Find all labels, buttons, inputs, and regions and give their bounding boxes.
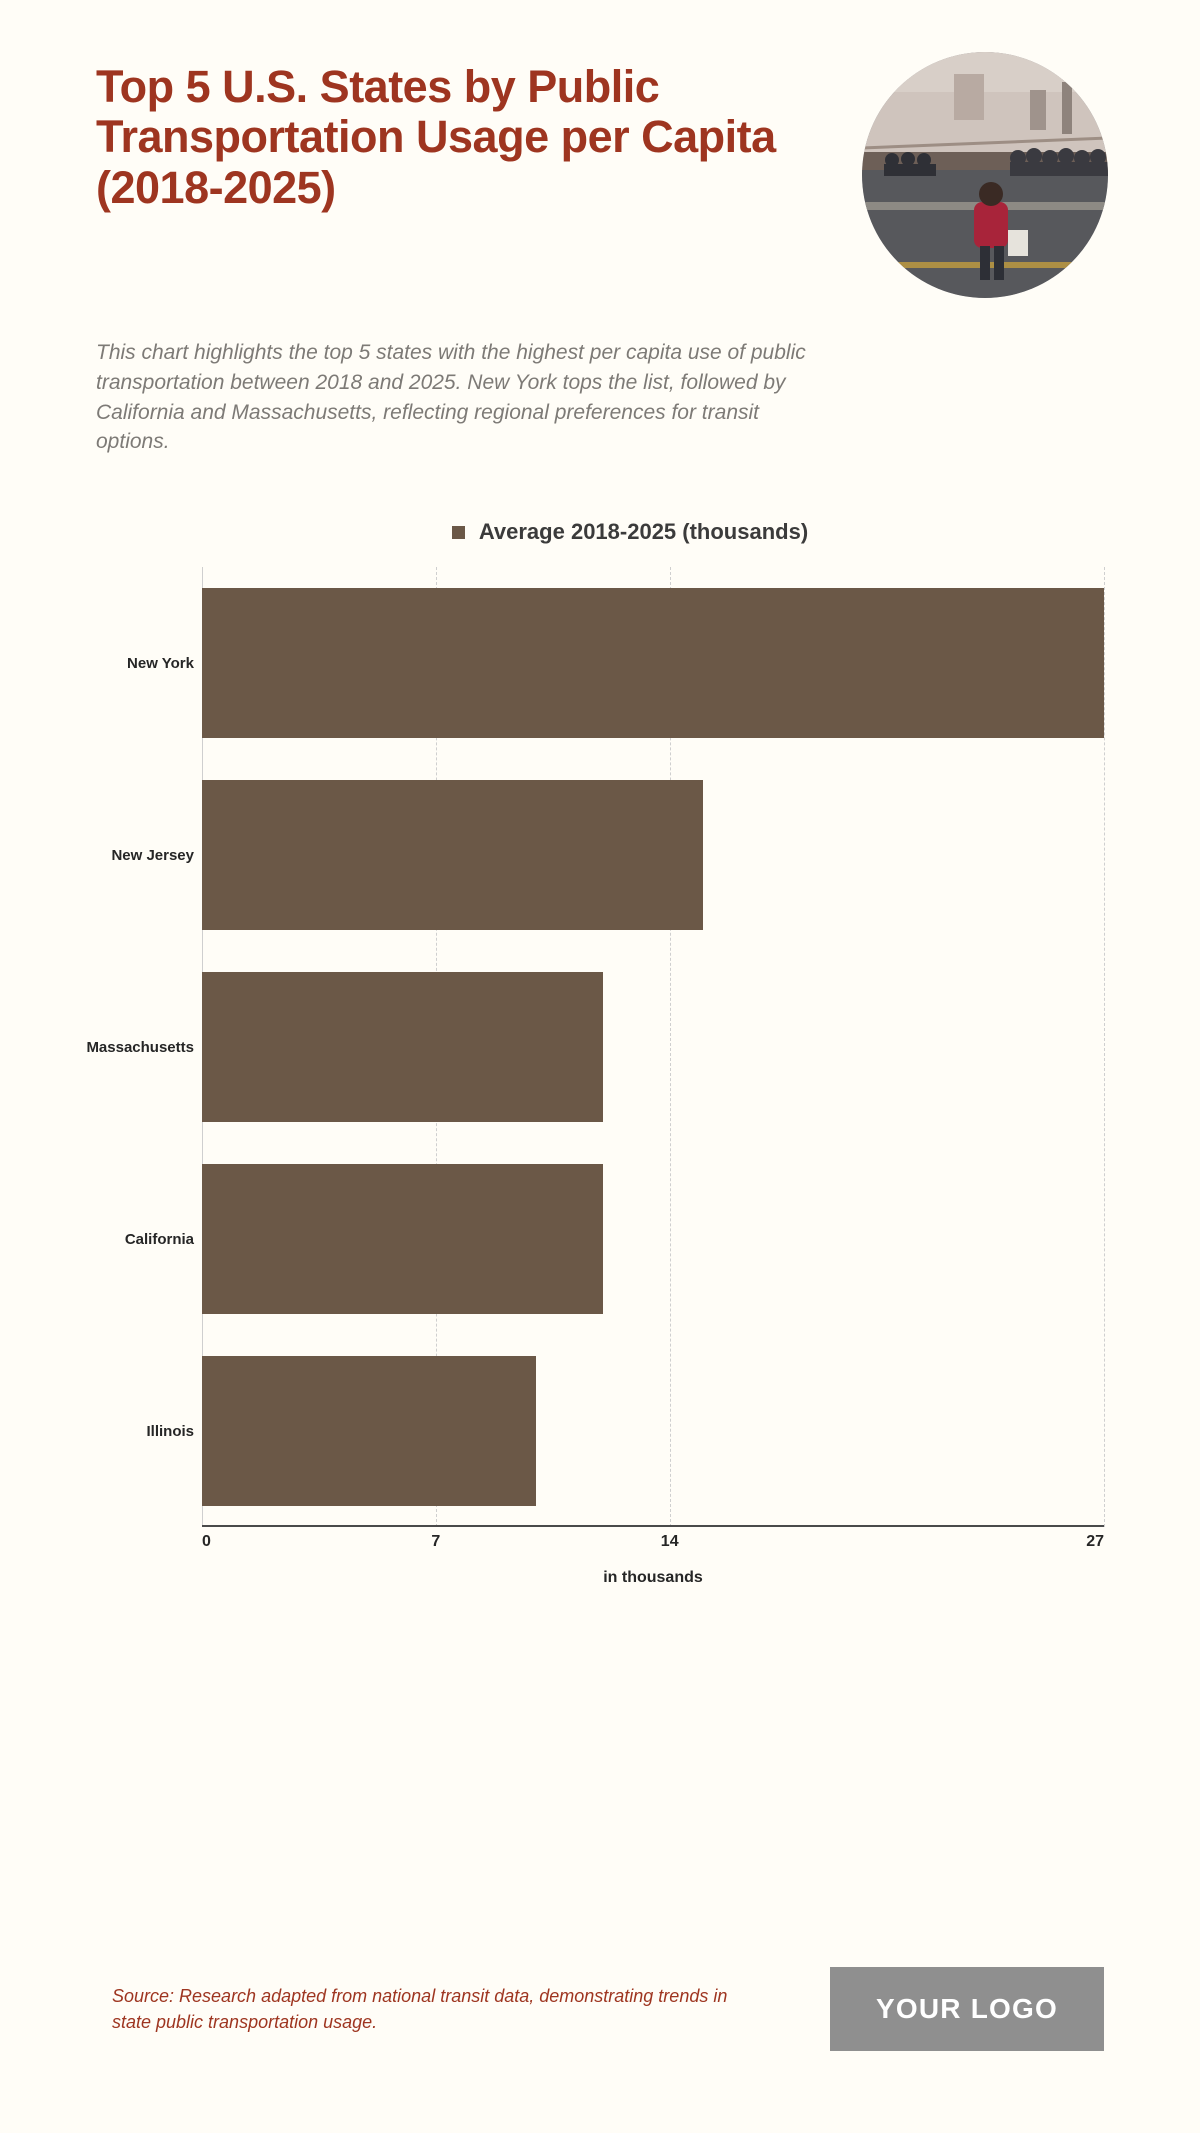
chart-legend	[0, 519, 1200, 545]
category-label: New Jersey	[111, 846, 194, 864]
x-axis-ticks	[202, 1533, 1104, 1555]
bar[interactable]	[202, 1356, 536, 1506]
transit-stop-photo-illustration	[862, 52, 1108, 298]
bar[interactable]	[202, 780, 703, 930]
chart-plot-area	[86, 567, 1104, 1527]
footer	[96, 1967, 1104, 2051]
chart-row	[86, 951, 1104, 1143]
x-axis-label: in thousands	[603, 1569, 703, 1587]
x-tick-label: 14	[660, 1533, 679, 1551]
chart-row	[124, 1143, 1104, 1335]
bar[interactable]	[202, 588, 1104, 738]
chart-bars	[86, 567, 1104, 1527]
x-tick-label: 27	[1086, 1533, 1104, 1551]
page-title: Top 5 U.S. States by Public Transportation Usage per Capita (2018-2025)	[96, 61, 776, 213]
category-label: Illinois	[146, 1422, 194, 1440]
category-label: Massachusetts	[86, 1038, 194, 1056]
bar-chart	[86, 567, 1104, 1587]
category-label: California	[124, 1230, 194, 1248]
chart-row	[111, 759, 1104, 951]
page-subtitle: This chart highlights the top 5 states with the highest per capita use of public transportation between 2018 and 2025. New York tops the list, followed by California and Massachusetts, reflecting regional preferences for transit options.	[96, 341, 806, 454]
category-label: New York	[127, 654, 194, 672]
legend-swatch-icon	[452, 526, 465, 539]
logo-placeholder: YOUR LOGO	[830, 1967, 1104, 2051]
source-note: Source: Research adapted from national transit data, demonstrating trends in state public transportation usage.	[112, 1985, 728, 2032]
chart-row	[127, 567, 1104, 759]
header	[0, 0, 1200, 298]
gridline	[1104, 567, 1105, 1527]
bar[interactable]	[202, 972, 603, 1122]
x-tick-label: 0	[202, 1533, 211, 1551]
x-tick-label: 7	[431, 1533, 441, 1551]
bar[interactable]	[202, 1164, 603, 1314]
header-photo	[862, 52, 1108, 298]
legend-label: Average 2018-2025 (thousands)	[478, 519, 809, 545]
x-axis-line	[202, 1525, 1104, 1527]
chart-row	[146, 1335, 1104, 1527]
